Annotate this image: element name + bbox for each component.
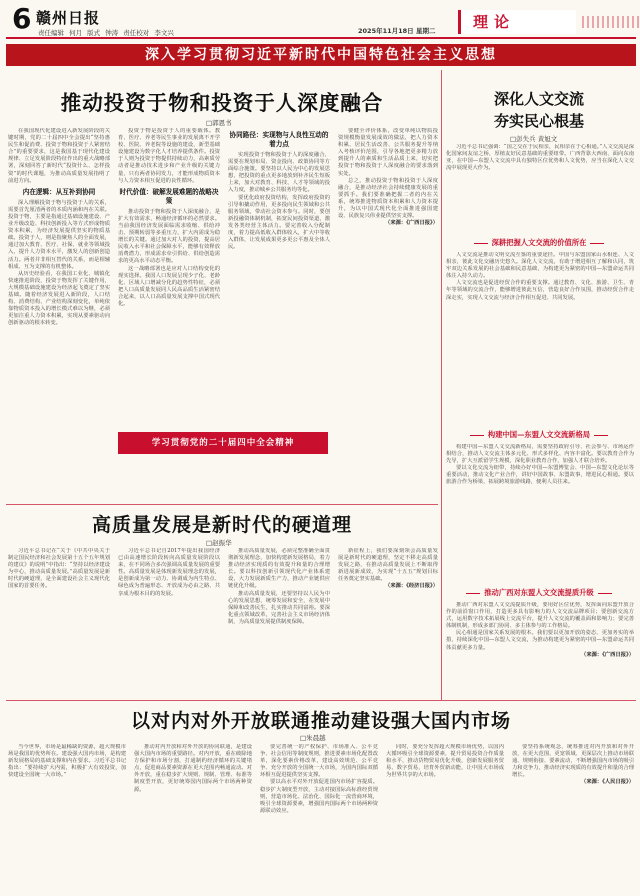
paragraph: 总之，推动投资于物和投资于人深度融合，是推动经济社会持续健康发展的重要抓手。我们要准确把握二者的内在关系，统筹推进物质资本积累和人力资本提升，为以中国式现代化全面推进强国建设、民族复兴伟业提供坚实支撑。 xyxy=(338,177,438,220)
pull-quote-banner: 学习贯彻党的二十届四中全会精神 xyxy=(118,432,328,454)
subheading: 内在逻辑：从互补到协同 xyxy=(22,187,96,196)
article3-column-3 xyxy=(260,744,378,892)
source-note: （来源：《人民日报》） xyxy=(581,779,634,786)
article4-subheading-1: 深耕把握人文交流的价值所在 xyxy=(444,238,634,248)
paragraph: 当今世界，市场是最稀缺的资源，超大规模市场是我国的优势所在。建设强大国内市场，是构建新发展格局的基础支撑和内在要求。习近平总书记指出：“要持续扩大内需，积极扩大有效投资，加快建设全国统一大市场。” xyxy=(8,744,126,779)
source-note: （来源：《广西日报》） xyxy=(385,220,438,227)
separator xyxy=(6,504,438,505)
article4-byline: □彭失兵 黄旭文 xyxy=(510,135,558,143)
article4-subheading-3: 推动广西对东盟人文交流提质升级 xyxy=(444,588,634,598)
article1-column-3 xyxy=(228,128,330,426)
paragraph: 推动对内开放和对外开放的协同联通，是建设强大国内市场的重要路径。对内开放，重在破除地方保护和市场分割，打通制约经济循环的关键堵点，促进商品要素资源在更大范围内畅通流动。对外开放，重在稳步扩大规则、规制、管理、标准等制度型开放，更好统筹国内国际两个市场两种资源。 xyxy=(134,744,252,793)
paragraph: 投资于物是投资于人的重要载体。教育、医疗、养老等民生事业的发展离不开学校、医院、养老院等设施的建设，新型基础设施建设为数字化人才培养提供条件。投资于人则为投资于物提供持续动力，高素质劳动者是推动技术进步和产业升级的关键力量，只有两者协同发力，才能形成物质资本与人力资本相互促进的良性循环。 xyxy=(118,128,220,184)
subheading: 时代价值：破解发展难题的战略决策 xyxy=(119,187,219,205)
paragraph: 人文交流是推动文明交流互鉴的重要途径。中国与东盟国家山水相连、人文相亲，彼此文化交融历史悠久。深化人文交流，有助于增进相互了解和认同，筑牢双边关系发展的社会基础和民意基础，为构建更为紧密的中国—东盟命运共同体注入持久动力。 xyxy=(446,252,634,280)
header-rule xyxy=(6,37,636,39)
article4-block-4 xyxy=(446,602,634,698)
paragraph: 从历史经验看，在我国工业化、城镇化快速推进阶段，投资于物发挥了关键作用，大规模基础设施建设为经济起飞奠定了坚实基础。随着经济发展进入新阶段，人口结构、消费结构、产业结构深刻变化，单纯依靠物质资本投入的增长模式难以为继，必须更加注重人力资本积累，实现从要素驱动向创新驱动的根本转变。 xyxy=(8,270,110,327)
paragraph: 要以文化交流为纽带，持续办好中国—东盟博览会、中国—东盟文化论坛等重要活动，推动文化产业合作，讲好中国故事、东盟故事，增进民心相通。要以旅游合作为桥梁，拓展跨境旅游线路，便利人员往来。 xyxy=(446,465,634,486)
paragraph: 构建中国—东盟人文交流新格局，需要坚持政府引导、社会参与、市场运作相结合，推动人文交流主体多元化、形式多样化、内容丰富化。要以教育合作为先导，扩大互派留学生规模，深化职业教育合作，加强人才联合培养。 xyxy=(446,444,634,465)
paragraph: 深入理解投资于物与投资于人的关系，需要首先厘清两者的本质内涵和内在关联。投资于物，主要是指通过基础设施建设、产业升级改造、科技创新投入等方式形成物质资本积累，为经济发展提供坚实的物质基础。投资于人，则是指聚焦人的全面发展，通过加大教育、医疗、社保、就业等领域投入，提升人力资本水平，激发人的创新创造活力。两者并非相互替代的关系，而是相辅相成、互为支撑的有机整体。 xyxy=(8,199,110,270)
paragraph: 习近平总书记在“关于《中共中央关于制定国民经济和社会发展第十五个五年规划的建议》的说明”中指出：“坚持以经济建设为中心，推动高质量发展。”高质量发展是新时代的硬道理，是全面建设社会主义现代化国家的首要任务。 xyxy=(8,548,110,590)
paragraph: 推动高质量发展，必须完整准确全面贯彻新发展理念，加快构建新发展格局，着力推动经济实现质的有效提升和量的合理增长。要以科技创新引领现代化产业体系建设，大力发展新质生产力，推动产业链供应链优化升级。 xyxy=(228,548,330,590)
article1-column-2 xyxy=(118,128,220,426)
paragraph: 在我国现代化建设进入新发展阶段的关键时期，党的二十届四中全会提出“坚持惠民生和促消费、投资于物和投资于人紧密结合”的重要要求，这是我国基于现代化建设规律、立足发展阶段特征作出的重大战略部署，深刻回答了新时代“投资什么、怎样投资”的时代课题，为推动高质量发展指明了前进方向。 xyxy=(8,128,110,184)
source-note: （来源：《广西日报》） xyxy=(581,651,634,658)
article1-column-4 xyxy=(338,128,438,502)
section-ornament xyxy=(582,16,640,28)
paragraph: 习近平总书记强调：“国之交在于民相亲，民相亲在于心相通。”人文交流是深化国家间友谊之桥，厚植友好民意基础的重要纽带。广西背靠大西南、面向东南亚，在中国—东盟人文交流中具有独特区位优势和人文优势，应当在深化人文交流中展现更大作为。 xyxy=(446,144,634,172)
article2-column-3 xyxy=(228,548,330,696)
paragraph: 习近平总书记自2017年提出我国经济已由高速增长阶段转向高质量发展阶段以来，在不同场合多次强调高质量发展的重要性。高质量发展是体现新发展理念的发展，是创新成为第一动力、协调成为内生特点、绿色成为普遍形态、开放成为必由之路、共享成为根本目的的发展。 xyxy=(118,548,220,597)
article1-byline: □郭恩书 xyxy=(206,119,232,127)
dateline: 2025年11月18日 星期二 xyxy=(358,27,436,35)
paragraph: 推动高质量发展，还要坚持以人民为中心的发展思想，统筹发展和安全，在发展中保障和改善民生，扎实推动共同富裕。要深化重点领域改革，完善社会主义市场经济体制，为高质量发展提供制度保障。 xyxy=(228,590,330,625)
article3-title: 以对内对外开放联通推动建设强大国内市场 xyxy=(130,710,511,732)
article2-column-1 xyxy=(8,548,110,696)
paragraph: 实现投资于物和投资于人的深度融合，需要在规划布局、资金投向、政策协同等方面综合施策。要坚持以人民为中心的发展思想，把投资的重点更多地放到补齐民生短板上来，加大对教育、科技、人才等领域的投入力度，推动城乡公共服务均等化。 xyxy=(228,152,330,194)
paragraph: 民心相通是国家关系发展的根本。我们要以更加开放的姿态、更加务实的举措，持续深化中国—东盟人文交流，为推动构建更为紧密的中国—东盟命运共同体贡献更多力量。 xyxy=(446,630,634,651)
subheading: 协同路径：实现物与人良性互动的着力点 xyxy=(229,131,329,148)
paragraph: 要坚持系统观念，统筹推进对内开放和对外开放，在更大范围、更宽领域、更深层次上推动市场联通、规则衔接、要素流动，不断增强国内市场的吸引力和竞争力，推动经济实现质的有效提升和量的合理增长。 xyxy=(512,744,634,779)
section-label: 理论 xyxy=(458,10,576,34)
article1-column-1 xyxy=(8,128,110,502)
article3-column-5 xyxy=(512,744,634,892)
column-divider xyxy=(441,70,442,700)
paragraph: 推动广西对东盟人文交流提质升级，要用好区位优势，发挥面向东盟开放合作的前沿窗口作用，打造更多具有影响力的人文交流品牌项目；要创新交流方式，运用数字技术拓展线上交流平台，提升人文交流的覆盖面和影响力；要完善体制机制，形成多部门协同、多主体参与的工作格局。 xyxy=(446,602,634,630)
paragraph: 要优化政府投资结构，发挥政府投资的引导和撬动作用，更多投向民生领域和公共服务领域，带动社会资本参与。同时，要创新投融资体制机制，拓宽民间投资渠道，激发各类经营主体活力。要完善收入分配制度，着力提高低收入群体收入，扩大中等收入群体，让发展成果更多更公平惠及全体人民。 xyxy=(228,194,330,251)
paragraph: 这一战略部署也是应对人口结构变化的现实选择。我国人口发展呈现少子化、老龄化、区域人口增减分化的趋势性特征，必须把人口高质量发展同人民高品质生活紧密结合起来，以人口高质量发展支撑中国式现代化。 xyxy=(118,265,220,307)
paragraph: 要以高水平对外开放促进国内市场扩容提质。稳步扩大制度型开放，主动对接国际高标准经贸规则，营造市场化、法治化、国际化一流营商环境，吸引全球资源要素，增强国内国际两个市场两种资源联动效应。 xyxy=(260,779,378,814)
article3-column-1 xyxy=(8,744,126,892)
page-number: 6 xyxy=(12,2,32,35)
article2-title: 高质量发展是新时代的硬道理 xyxy=(91,514,352,536)
article1-title: 推动投资于物和投资于人深度融合 xyxy=(60,91,384,115)
article4-block-3 xyxy=(446,444,634,586)
article3-column-4 xyxy=(386,744,504,892)
paragraph: 要完善统一的产权保护、市场准入、公平竞争、社会信用等制度规则，推进要素市场化配置改革，深化要素价格改革，建设高效规范、公平竞争、充分开放的全国统一大市场，为国内国际双循环相互促进提供坚实支撑。 xyxy=(260,744,378,779)
paragraph: 新征程上，我们要深刻领会高质量发展是新时代的硬道理，坚定不移走高质量发展之路，在推动高质量发展上不断取得新进展新成效，为实现“十五五”规划目标任务奠定坚实基础。 xyxy=(338,548,438,583)
article3-byline: □朱晨越 xyxy=(300,734,326,742)
source-note: （来源：《经济日报》） xyxy=(385,583,438,590)
article4-title-line1: 深化人文交流 xyxy=(493,90,584,108)
staff-credits: 责任编辑 何月 版式 钟涛 责任校对 李文兴 xyxy=(38,29,174,37)
banner-headline: 深入学习贯彻习近平新时代中国特色社会主义思想 xyxy=(6,44,636,66)
page-header xyxy=(6,4,636,36)
article3-column-2 xyxy=(134,744,252,892)
article2-column-4 xyxy=(338,548,438,696)
paragraph: 同时，要充分发挥超大规模市场优势，以国内大循环吸引全球资源要素，提升贸易投资合作质量和水平，推动货物贸易优化升级，创新发展服务贸易、数字贸易，培育外贸新动能，让中国大市场成为世界共享的大市场。 xyxy=(386,744,504,779)
article2-column-2 xyxy=(118,548,220,696)
article4-block-2 xyxy=(446,252,634,428)
separator xyxy=(6,700,636,701)
paragraph: 推动投资于物和投资于人深度融合，是扩大有效需求、畅通经济循环的必然要求。当前我国经济发展面临需求收缩、供给冲击、预期转弱等多重压力，扩大内需成为稳增长的关键。通过加大对人的投资，提高居民收入水平和社会保障水平，能够有效释放消费潜力，形成需求牵引供给、供给创造需求的更高水平动态平衡。 xyxy=(118,208,220,265)
article4-title-line2: 夯实民心根基 xyxy=(493,112,584,130)
article2-byline: □赵振华 xyxy=(206,539,232,547)
article4-block-1 xyxy=(446,144,634,236)
masthead: 赣州日报 xyxy=(36,9,101,27)
article4-subheading-2: 构建中国—东盟人文交流新格局 xyxy=(444,430,634,440)
paragraph: 人文交流也是促进经贸合作的重要支撑。通过教育、文化、旅游、卫生、青年等领域的交流合作，能够增进彼此互信，营造良好合作氛围，推动经贸合作走深走实，实现人文交流与经济合作相互促进、共同发展。 xyxy=(446,280,634,301)
paragraph: 要健全评价体系，改变单纯以物质投资规模衡量发展成效的做法，把人力资本积累、居民生活改善、公共服务提升等纳入考核评价范围，引导各地把更多精力放到提升人的素质和生活品质上来，切实把投资于物和投资于人深度融合的要求落到实处。 xyxy=(338,128,438,177)
